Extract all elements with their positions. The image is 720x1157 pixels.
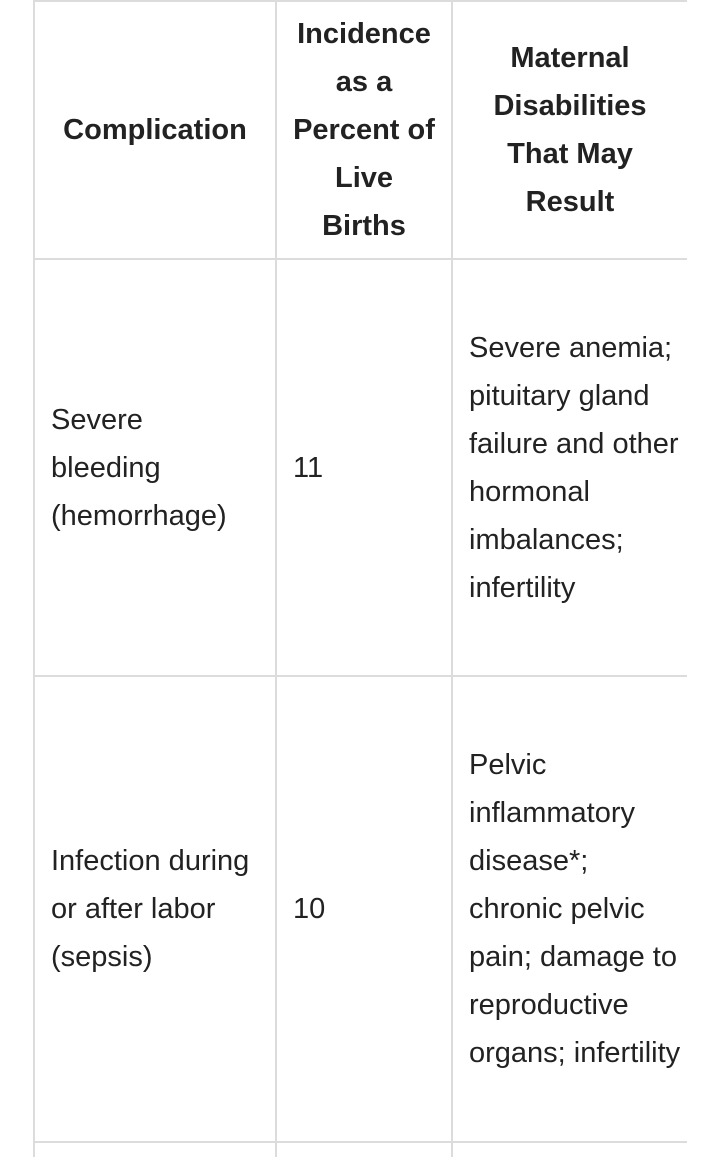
table-container bbox=[33, 0, 687, 1157]
cell-complication: Infection during or after labor (sepsis) bbox=[34, 676, 276, 1142]
cell-disabilities: Pelvic inflammatory disease*; chronic pelvic pain; damage to reproductive organs; infertility bbox=[452, 676, 687, 1142]
cell-incidence: 11 bbox=[276, 259, 452, 676]
cell-complication bbox=[34, 1142, 276, 1157]
table-row bbox=[34, 1142, 687, 1157]
complications-table bbox=[33, 0, 687, 1157]
header-incidence: Incidence as a Percent of Live Births bbox=[276, 1, 452, 259]
cell-disabilities bbox=[452, 1142, 687, 1157]
table-row bbox=[34, 676, 687, 1142]
table-header-row bbox=[34, 1, 687, 259]
table-row bbox=[34, 259, 687, 676]
cell-complication: Severe bleeding (hemorrhage) bbox=[34, 259, 276, 676]
header-maternal-disabilities: Maternal Disabilities That May Result bbox=[452, 1, 687, 259]
cell-disabilities: Severe anemia; pituitary gland failure and other hormonal imbalances; infertility bbox=[452, 259, 687, 676]
cell-incidence bbox=[276, 1142, 452, 1157]
cell-incidence: 10 bbox=[276, 676, 452, 1142]
header-complication: Complication bbox=[34, 1, 276, 259]
